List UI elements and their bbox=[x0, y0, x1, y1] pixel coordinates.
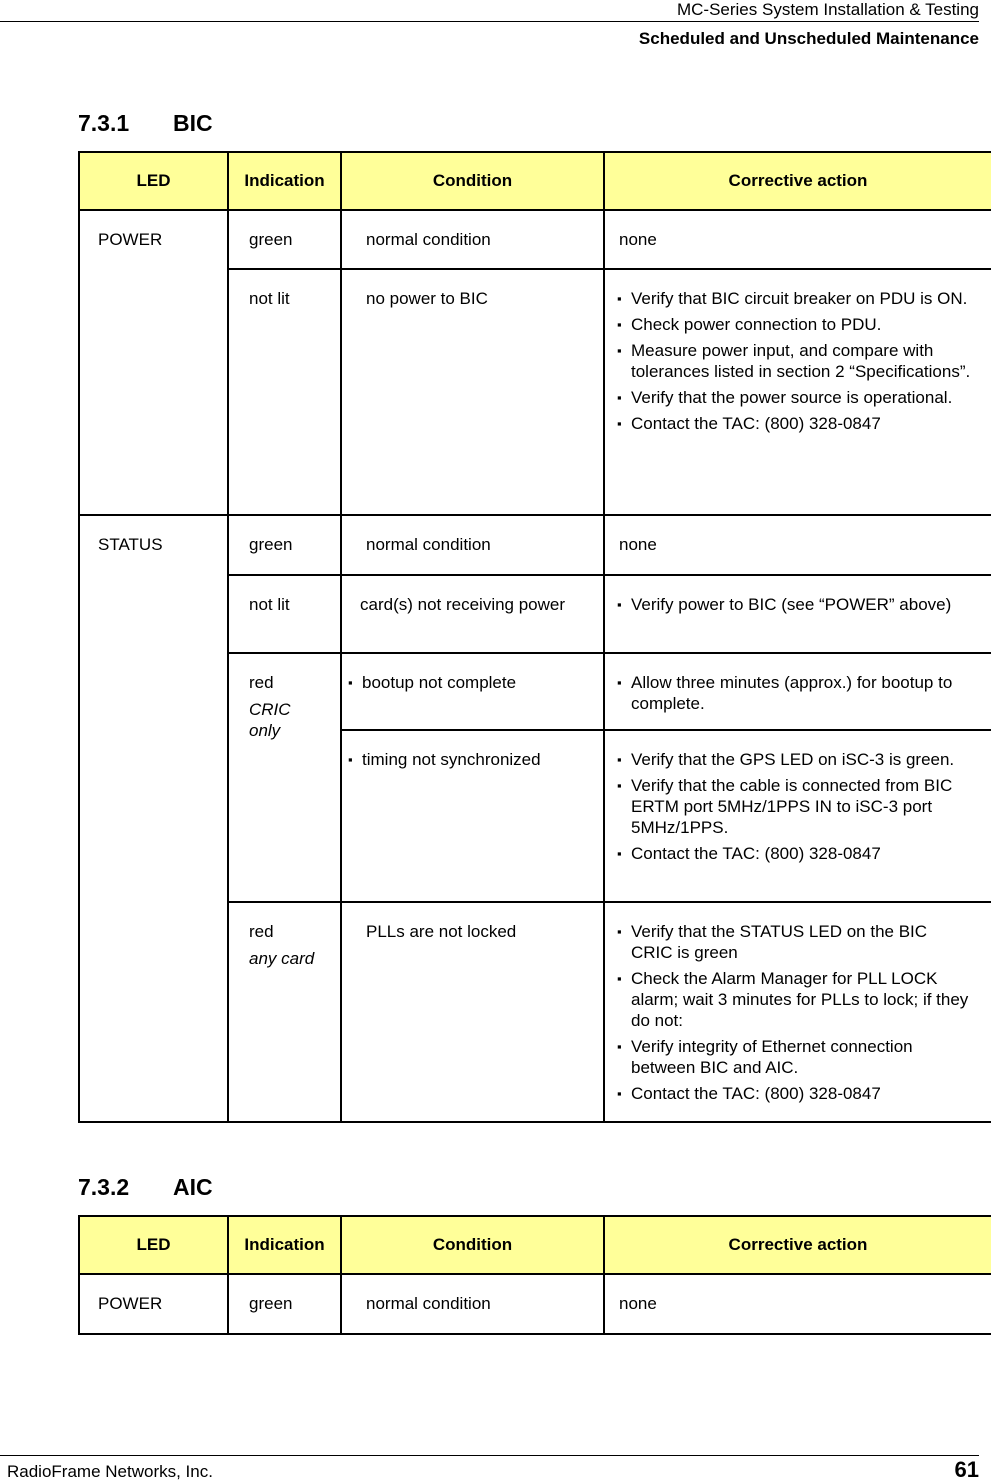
section-heading-aic bbox=[78, 1174, 213, 1201]
list-item: ▪ Allow three minutes (approx.) for bootup to complete. bbox=[619, 672, 973, 714]
action-cell: none bbox=[604, 515, 991, 575]
list-item: ▪ Check power connection to PDU. bbox=[619, 314, 973, 335]
indication-cell: green bbox=[228, 1274, 341, 1334]
action-cell bbox=[604, 575, 991, 653]
led-cell-status: STATUS bbox=[79, 515, 228, 1122]
col-header-condition: Condition bbox=[341, 1216, 604, 1274]
condition-list bbox=[350, 672, 585, 693]
condition-cell: card(s) not receiving power bbox=[341, 575, 604, 653]
condition-cell bbox=[341, 653, 604, 730]
indication-cell: green bbox=[228, 515, 341, 575]
table-row bbox=[79, 210, 991, 269]
condition-cell: PLLs are not locked bbox=[341, 902, 604, 1122]
condition-cell: no power to BIC bbox=[341, 269, 604, 515]
list-item: ▪ Verify that BIC circuit breaker on PDU is ON. bbox=[619, 288, 973, 309]
action-list bbox=[619, 749, 973, 864]
header-chapter-title: Scheduled and Unscheduled Maintenance bbox=[638, 29, 979, 48]
col-header-corrective-action: Corrective action bbox=[604, 1216, 991, 1274]
action-list bbox=[619, 921, 973, 1104]
table-header-row bbox=[79, 152, 991, 210]
page-number: 61 bbox=[954, 1457, 979, 1482]
led-cell-power: POWER bbox=[79, 1274, 228, 1334]
indication-cell: not lit bbox=[228, 575, 341, 653]
list-item: ▪ Verify that the STATUS LED on the BIC CRIC is green bbox=[619, 921, 973, 963]
list-item: ▪ Verify that the GPS LED on iSC-3 is green. bbox=[619, 749, 973, 770]
table-row bbox=[79, 515, 991, 575]
condition-cell: normal condition bbox=[341, 210, 604, 269]
aic-troubleshooting-table bbox=[78, 1215, 991, 1335]
list-item: ▪ Verify power to BIC (see “POWER” above) bbox=[619, 594, 973, 615]
indication-cell bbox=[228, 902, 341, 1122]
action-cell bbox=[604, 653, 991, 730]
action-cell: none bbox=[604, 210, 991, 269]
section-title: AIC bbox=[173, 1174, 213, 1200]
col-header-led: LED bbox=[79, 152, 228, 210]
action-list bbox=[619, 288, 973, 434]
list-item: ▪ Contact the TAC: (800) 328-0847 bbox=[619, 1083, 973, 1104]
list-item: ▪ Verify that the power source is operational. bbox=[619, 387, 973, 408]
indication-cell: green bbox=[228, 210, 341, 269]
action-list bbox=[619, 594, 973, 615]
list-item: ▪ bootup not complete bbox=[350, 672, 585, 693]
action-cell bbox=[604, 269, 991, 515]
led-cell-power: POWER bbox=[79, 210, 228, 515]
col-header-condition: Condition bbox=[341, 152, 604, 210]
table-row bbox=[79, 1274, 991, 1334]
list-item: ▪ Measure power input, and compare with tolerances listed in section 2 “Specifications”. bbox=[619, 340, 973, 382]
section-number: 7.3.1 bbox=[78, 110, 130, 136]
col-header-led: LED bbox=[79, 1216, 228, 1274]
list-item: ▪ Check the Alarm Manager for PLL LOCK alarm; wait 3 minutes for PLLs to lock; if they do not: bbox=[619, 968, 973, 1031]
action-cell bbox=[604, 902, 991, 1122]
col-header-indication: Indication bbox=[228, 1216, 341, 1274]
list-item: ▪ Verify integrity of Ethernet connection between BIC and AIC. bbox=[619, 1036, 973, 1078]
col-header-indication: Indication bbox=[228, 152, 341, 210]
list-item: ▪ Contact the TAC: (800) 328-0847 bbox=[619, 843, 973, 864]
indication-note: CRIC only bbox=[249, 700, 291, 740]
indication-note: any card bbox=[249, 949, 315, 968]
condition-cell: normal condition bbox=[341, 1274, 604, 1334]
header-rule bbox=[0, 21, 979, 22]
list-item: ▪ Verify that the cable is connected from BIC ERTM port 5MHz/1PPS IN to iSC-3 port 5MHz/1PPS. bbox=[619, 775, 973, 838]
condition-list bbox=[350, 749, 585, 770]
indication-value: red bbox=[249, 922, 274, 941]
header-doc-title: MC-Series System Installation & Testing bbox=[676, 0, 979, 19]
section-number: 7.3.2 bbox=[78, 1174, 130, 1200]
footer-company: RadioFrame Networks, Inc. bbox=[7, 1462, 213, 1481]
table-header-row bbox=[79, 1216, 991, 1274]
action-list bbox=[619, 672, 973, 714]
condition-cell bbox=[341, 730, 604, 902]
list-item: ▪ timing not synchronized bbox=[350, 749, 585, 770]
col-header-corrective-action: Corrective action bbox=[604, 152, 991, 210]
action-cell: none bbox=[604, 1274, 991, 1334]
section-title: BIC bbox=[173, 110, 213, 136]
section-heading-bic bbox=[78, 110, 213, 137]
indication-value: red bbox=[249, 673, 274, 692]
indication-cell: not lit bbox=[228, 269, 341, 515]
list-item: ▪ Contact the TAC: (800) 328-0847 bbox=[619, 413, 973, 434]
footer-rule bbox=[0, 1455, 979, 1456]
condition-cell: normal condition bbox=[341, 515, 604, 575]
indication-cell bbox=[228, 653, 341, 902]
bic-troubleshooting-table bbox=[78, 151, 991, 1123]
action-cell bbox=[604, 730, 991, 902]
